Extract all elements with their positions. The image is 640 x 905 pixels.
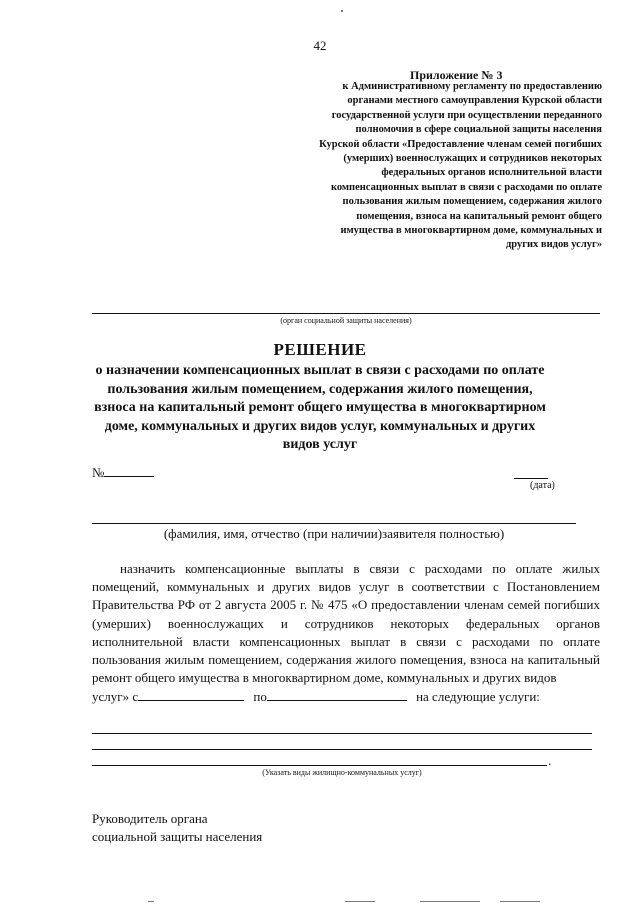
page-number: 42 (313, 38, 327, 53)
subtitle-line: пользования жилым помещением, содержания жилого помещения, (107, 381, 533, 397)
appendix-line: органами местного самоуправления Курской области (347, 95, 602, 107)
appendix-line: федеральных органов исполнительной власти (381, 167, 602, 179)
appendix-line: государственной услуги при осуществлении переданного (331, 109, 602, 121)
period-suffix: на следующие услуги: (416, 689, 540, 705)
applicant-caption: (фамилия, имя, отчество (при наличии)заявителя полностью) (163, 526, 505, 541)
period-from-field[interactable] (138, 687, 244, 701)
decision-title: РЕШЕНИЕ (273, 340, 367, 359)
period-prefix: услуг» с (92, 689, 139, 705)
signature-line-2: социальной защиты населения (92, 829, 263, 844)
scan-artifact (500, 901, 540, 902)
subtitle-line: взноса на капитальный ремонт общего имущества в многоквартирном (94, 400, 546, 416)
services-line-2[interactable] (92, 749, 592, 750)
appendix-line: к Административному регламенту по предоставлению (342, 81, 602, 92)
signature-block (92, 810, 262, 846)
services-line-1[interactable] (92, 733, 592, 734)
appendix-line: компенсационных выплат в связи с расходами по оплате (330, 181, 602, 193)
date-caption: (дата) (530, 480, 555, 491)
services-caption: (Указать виды жилищно-коммунальных услуг) (262, 768, 422, 777)
period-to-field[interactable] (267, 687, 407, 701)
subtitle-line: видов услуг (282, 437, 358, 453)
appendix-line: полномочия в сфере социальной защиты населения (355, 124, 602, 136)
date-field[interactable] (514, 478, 548, 479)
body-paragraph: назначить компенсационные выплаты в связи с расходами по оплате жилых помещений, коммунальных и других видов услуг в соответствии с Постановлением Правительства РФ от 2 августа 2005 г. № 475 «О предоставлении членам семей погибших (умерших) военнослужащих и сотрудников некоторых федеральных органов исполнительной власти компенсационных выплат в связи с расходами по оплате пользования жилым помещением, содержания жилого помещения, взноса на капитальный ремонт общего имущества в многоквартирном доме, коммунальных и других видов (92, 561, 600, 686)
scan-speck (341, 10, 343, 12)
scan-artifact (420, 901, 480, 902)
appendix-reference (272, 80, 602, 253)
number-field[interactable] (104, 464, 154, 477)
period-mid: по (253, 689, 267, 705)
scan-artifact (345, 901, 375, 902)
decision-body (92, 560, 600, 707)
appendix-line: (умерших) военнослужащих и сотрудников некоторых (343, 153, 602, 165)
appendix-title: Приложение № 3 (410, 68, 503, 82)
subtitle-line: доме, коммунальных и других видов услуг, коммунальных и других (104, 418, 536, 434)
services-end-mark: . (548, 753, 552, 768)
applicant-name-field[interactable] (92, 523, 576, 524)
organ-name-line (92, 313, 600, 314)
appendix-line: пользования жилым помещением, содержания жилого (342, 196, 602, 208)
number-label: № (92, 465, 105, 480)
scan-artifact (148, 901, 154, 902)
services-line-3[interactable] (92, 765, 547, 766)
appendix-line: других видов услуг» (505, 239, 602, 251)
appendix-line: Курской области «Предоставление членам семей погибших (319, 138, 602, 150)
decision-subtitle (70, 362, 570, 455)
organ-caption: (орган социальной защиты населения) (280, 316, 412, 325)
decision-number (92, 464, 154, 481)
appendix-line: помещения, взноса на капитальный ремонт общего (356, 210, 602, 222)
appendix-line: имущества в многоквартирном доме, коммунальных и (340, 225, 602, 237)
signature-line-1: Руководитель органа (92, 811, 208, 826)
period-row (92, 687, 600, 706)
subtitle-line: о назначении компенсационных выплат в связи с расходами по оплате (95, 363, 545, 378)
